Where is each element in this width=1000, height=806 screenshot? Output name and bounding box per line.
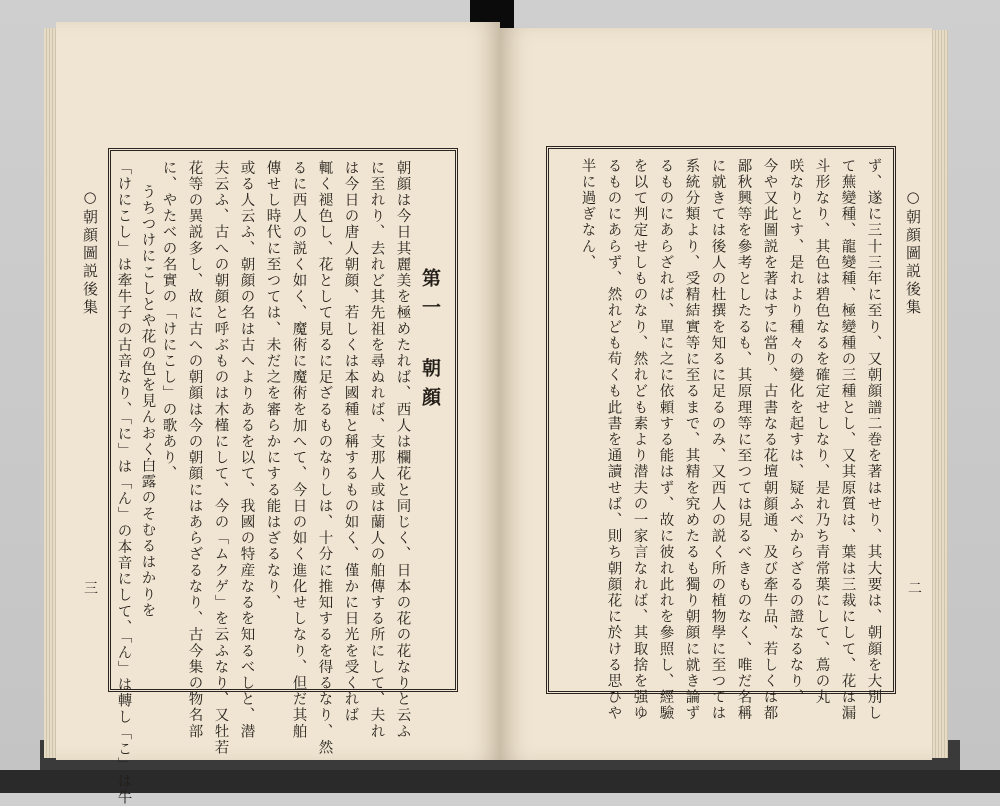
- left-line-10: に、やたべの名實の「けにこし」の歌あり、: [160, 160, 177, 482]
- left-line-5: るに西人の説く如く、魔術に魔術を加へて、今日の如く進化せしなり、但だ其舶: [290, 160, 307, 740]
- left-running-head: ○朝顔圖説後集: [81, 188, 99, 317]
- right-line-5: 今や又此圖説を著はすに當り、古書なる花壇朝顔通、及び牽牛品、若しくは都: [761, 158, 778, 722]
- left-line-7: 或る人云ふ、朝顔の名は古へよりあるを以て、我國の特産なるを知るべしと、潜: [238, 160, 255, 740]
- right-line-4: 咲なりとす、是れより種々の變化を起すは、疑ふべからざるの證なるなり、: [787, 158, 804, 706]
- left-page-number: 三: [84, 581, 98, 597]
- left-line-8: 夫云ふ、古への朝顔と呼ぶものは木槿にして、今の「ムクゲ」を云ふなり、又牡若: [212, 160, 229, 756]
- right-line-7: に就きては後人の杜撰を知るに足るのみ、又西人の説く所の植物學に至つては: [709, 158, 726, 722]
- right-line-11: るものにあらず、然れども苟くも此書を通讀せば、則ち朝顔花に於ける思ひや: [605, 158, 622, 722]
- right-line-3: 斗形なり、其色は碧色なるを確定せしなり、是れ乃ち青常葉にして、蔦の丸: [813, 158, 830, 706]
- left-line-11: うちつけにこしとや花の色を見んおく白露のそむるはかりを: [139, 184, 156, 619]
- right-line-1: ず、遂に三十三年に至り、又朝顔譜二巻を著はせり、其大要は、朝顔を大別し: [865, 158, 882, 722]
- right-page-number: 二: [908, 581, 922, 597]
- left-line-4: 輒く褪色し、花として見るに足ざるものなりしは、十分に推知するを得るなり、然: [316, 160, 333, 756]
- table-shadow: [0, 770, 1000, 793]
- right-line-12: 半に過ぎなん、: [579, 158, 596, 271]
- right-line-8: 系統分類より、受精結實等に至るまで、其精を究めたるも獨り朝顔に就き論ず: [683, 158, 700, 722]
- left-line-2: に至れり、去れど其先祖を尋ぬれば、支那人或は蘭人の舶傳する所にして、夫れ: [368, 160, 385, 740]
- section-heading: 第一 朝顔: [419, 268, 441, 416]
- right-running-head: ○朝顔圖説後集: [904, 188, 922, 317]
- left-line-12: 「けにこし」は牽牛子の古音なり、「に」は「ん」の本音にして、「ん」は轉し「こ」は牛: [115, 160, 132, 806]
- left-line-3: は今日の唐人朝顔、若しくは本國種と稱するもの如く、僅かに日光を受くれば: [342, 160, 359, 724]
- right-line-10: を以て判定せしものなり、然れども素より潜夫の一家言なれば、其取捨を强ゆ: [631, 158, 648, 722]
- left-line-9: 花等の異説多し、故に古への朝顔は今の朝顔にはあらざるなり、古今集の物名部: [186, 160, 203, 740]
- page-edges-right: [930, 30, 948, 758]
- left-line-1: 朝顔は今日其麗美を極めたれば、西人は欄花と同じく、日本の花の花なりと云ふ: [394, 160, 411, 740]
- left-line-6: 傳せし時代に至つては、未だ之を審らかにする能はざるなり、: [264, 160, 281, 611]
- right-line-9: るものにあらざれば、單に之に依頼する能はず、故に彼れ此れを參照し、經驗: [657, 158, 674, 722]
- right-line-2: て蕪變種、龍變種、極變種の三種とし、又其原質は、葉は三裁にして、花は漏: [839, 158, 856, 722]
- right-line-6: 鄙秋興等を參考としたるも、其原理等に至つては見るべきものなく、唯だ名稱: [735, 158, 752, 722]
